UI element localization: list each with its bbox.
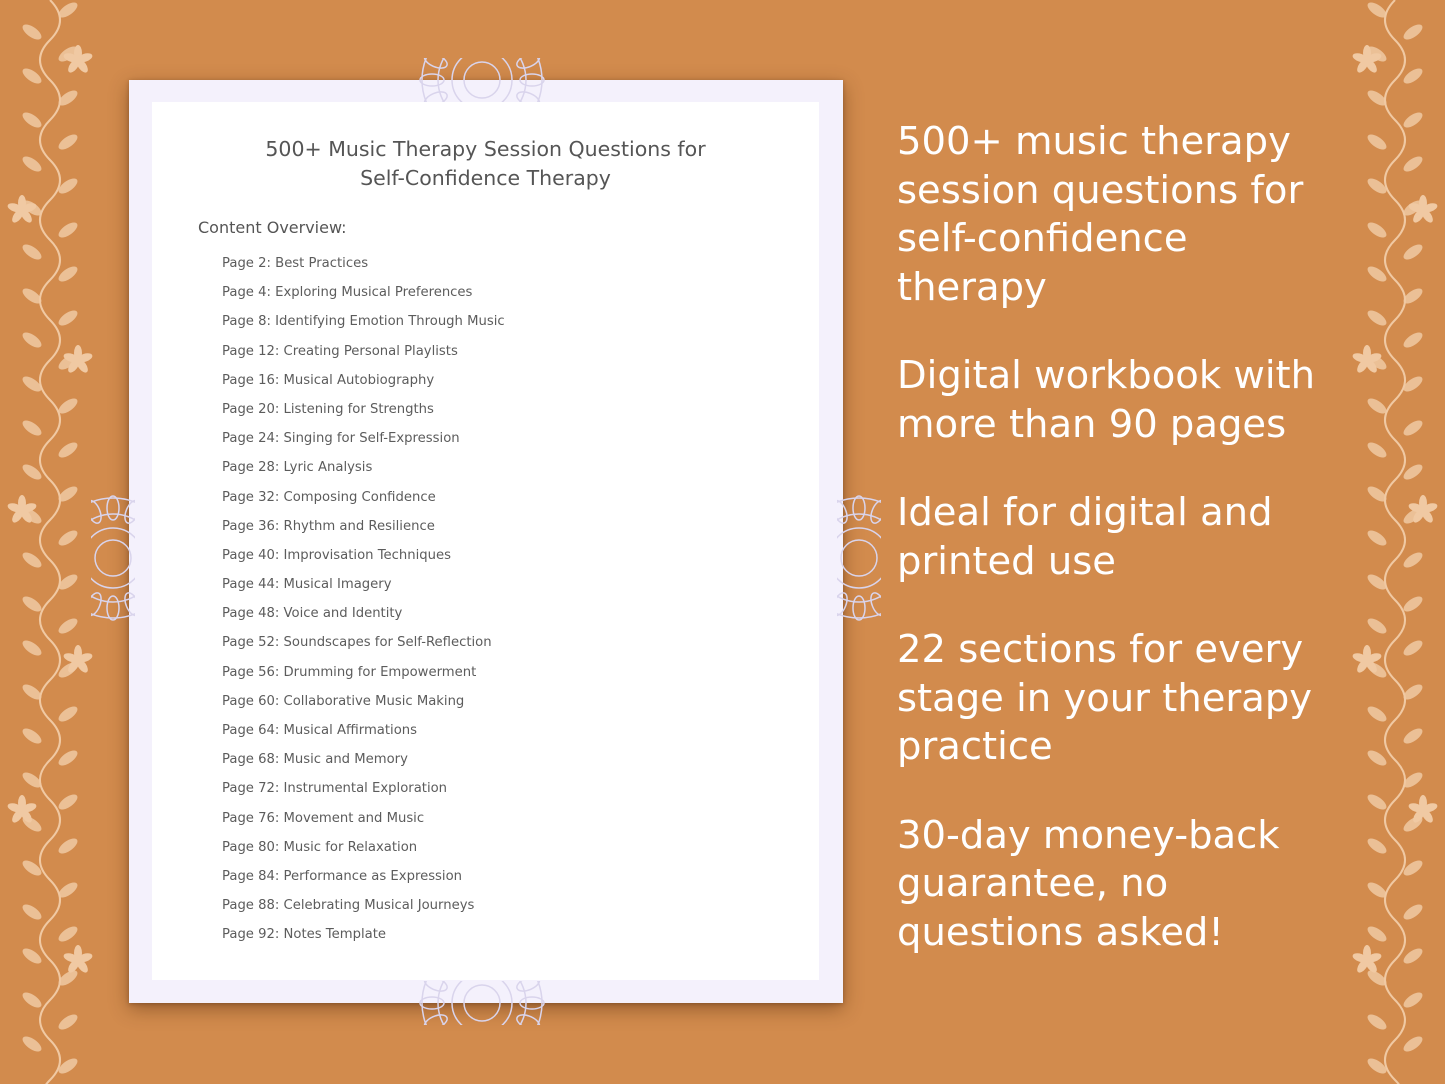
feature-line: self-confidence: [897, 216, 1188, 261]
vine-leaf: [1401, 594, 1425, 615]
toc-item: Page 12: Creating Personal Playlists: [222, 343, 458, 359]
mandala-petal: [515, 58, 542, 71]
toc-item: Page 20: Listening for Strengths: [222, 401, 434, 417]
vine-leaf: [56, 440, 80, 461]
toc-item: Page 92: Notes Template: [222, 927, 386, 943]
vine-leaf: [20, 1034, 44, 1055]
vine-leaf: [1365, 440, 1389, 461]
vine-leaf: [1401, 330, 1425, 351]
vine-leaf: [1401, 902, 1425, 923]
document-title-line2: Self-Confidence Therapy: [360, 166, 611, 190]
mandala-icon: [382, 58, 582, 102]
toc-item: Page 4: Exploring Musical Preferences: [222, 285, 473, 301]
toc-item: Page 52: Soundscapes for Self-Reflection: [222, 635, 492, 651]
mandala-ring: [438, 981, 526, 1025]
toc-item: Page 44: Musical Imagery: [222, 577, 392, 593]
toc-item: Page 24: Singing for Self-Expression: [222, 431, 460, 447]
floral-vine-left: [0, 0, 100, 1084]
toc-item: Page 28: Lyric Analysis: [222, 460, 373, 476]
vine-leaf: [1365, 1012, 1389, 1033]
mandala-ring: [452, 981, 512, 1025]
vine-leaf: [1365, 220, 1389, 241]
vine-leaf: [1401, 66, 1425, 87]
vine-leaf: [1401, 990, 1425, 1011]
mandala-petal: [868, 591, 881, 618]
toc-item: Page 76: Movement and Music: [222, 810, 425, 826]
feature-line: Ideal for digital and: [897, 490, 1273, 535]
toc-item: Page 32: Composing Confidence: [222, 489, 436, 505]
mandala-ring: [837, 514, 881, 602]
vine-leaf: [1401, 946, 1425, 967]
vine-leaf: [20, 154, 44, 175]
vine-leaf: [56, 836, 80, 857]
mandala-petal: [107, 596, 119, 620]
toc-item: Page 56: Drumming for Empowerment: [222, 664, 477, 680]
mandala-petal: [422, 981, 449, 994]
document-title: [152, 135, 819, 193]
vine-leaf: [56, 616, 80, 637]
vine-leaf: [1401, 726, 1425, 747]
mandala-petal: [422, 89, 449, 102]
vine-leaf: [56, 748, 80, 769]
toc-item: Page 88: Celebrating Musical Journeys: [222, 898, 475, 914]
mandala-ring: [91, 514, 135, 602]
vine-leaf: [20, 418, 44, 439]
toc-item: Page 36: Rhythm and Resilience: [222, 518, 435, 534]
mandala-petal: [837, 498, 850, 525]
mandala-ring: [438, 58, 526, 102]
mandala-icon: [91, 458, 135, 658]
vine-leaf: [56, 792, 80, 813]
mandala-petal: [91, 591, 104, 618]
vine-leaf: [20, 110, 44, 131]
vine-leaf: [1401, 1034, 1425, 1055]
vine-leaf: [20, 902, 44, 923]
vine-leaf: [56, 220, 80, 241]
feature-line: practice: [897, 724, 1053, 769]
mandala-petal: [853, 596, 865, 620]
feature-line: Digital workbook with: [897, 353, 1316, 398]
toc-item: Page 72: Instrumental Exploration: [222, 781, 448, 797]
mandala-ring: [91, 528, 135, 588]
feature-line: guarantee, no: [897, 861, 1169, 906]
mandala-petal: [107, 496, 119, 520]
feature-workbook: [897, 352, 1337, 449]
mandala-petal: [520, 997, 544, 1009]
mandala-ring: [464, 985, 500, 1021]
vine-leaf: [1365, 616, 1389, 637]
feature-questions: [897, 118, 1337, 312]
vine-leaf: [20, 242, 44, 263]
vine-leaf: [1401, 22, 1425, 43]
mandala-petal: [420, 997, 444, 1009]
vine-leaf: [20, 726, 44, 747]
vine-leaf: [56, 1012, 80, 1033]
vine-leaf: [20, 22, 44, 43]
vine-leaf: [1365, 792, 1389, 813]
mandala-ring: [841, 540, 877, 576]
toc-item: Page 8: Identifying Emotion Through Music: [222, 314, 505, 330]
toc-item: Page 40: Improvisation Techniques: [222, 547, 451, 563]
vine-leaf: [1401, 638, 1425, 659]
vine-stem: [40, 0, 60, 1084]
mandala-petal: [515, 981, 542, 994]
vine-leaf: [1365, 528, 1389, 549]
toc-item: Page 84: Performance as Expression: [222, 868, 463, 884]
vine-leaf: [1365, 132, 1389, 153]
mandala-petal: [868, 498, 881, 525]
toc-item: Page 80: Music for Relaxation: [222, 839, 418, 855]
document-title-line1: 500+ Music Therapy Session Questions for: [265, 137, 706, 161]
mandala-petal: [91, 498, 104, 525]
mandala-petal: [422, 1012, 449, 1025]
mandala-icon: [382, 981, 582, 1025]
vine-leaf: [56, 704, 80, 725]
mandala-icon: [837, 458, 881, 658]
vine-leaf: [1365, 704, 1389, 725]
feature-line: session questions for: [897, 167, 1304, 213]
vine-leaf: [1401, 154, 1425, 175]
feature-line: printed use: [897, 538, 1116, 584]
toc-item: Page 64: Musical Affirmations: [222, 723, 418, 738]
mandala-ring: [95, 540, 131, 576]
vine-leaf: [1365, 924, 1389, 945]
feature-line: therapy: [897, 264, 1047, 310]
document-content: [152, 102, 819, 980]
mandala-ring: [837, 528, 881, 588]
vine-leaf: [20, 594, 44, 615]
vine-leaf: [56, 308, 80, 329]
toc-item: Page 48: Voice and Identity: [222, 606, 403, 622]
vine-leaf: [56, 528, 80, 549]
feature-line: 30-day money-back: [897, 812, 1280, 858]
mandala-petal: [520, 74, 544, 86]
vine-leaf: [56, 132, 80, 153]
feature-line: stage in your therapy: [897, 675, 1313, 721]
feature-line: 22 sections for every: [897, 627, 1304, 672]
vine-leaf: [56, 924, 80, 945]
vine-leaf: [20, 66, 44, 87]
vine-leaf: [1401, 110, 1425, 131]
vine-leaf: [1401, 418, 1425, 439]
mandala-petal: [515, 1012, 542, 1025]
mandala-ring: [464, 62, 500, 98]
vine-leaf: [20, 946, 44, 967]
toc-item: Page 2: Best Practices: [222, 256, 369, 271]
feature-list: [897, 118, 1337, 997]
floral-vine-right: [1345, 0, 1445, 1084]
mandala-petal: [122, 498, 135, 525]
mandala-ring: [452, 58, 512, 102]
feature-line: 500+ music therapy: [897, 119, 1291, 164]
feature-guarantee: [897, 812, 1337, 958]
document-page: [129, 80, 843, 1003]
vine-leaf: [1365, 748, 1389, 769]
mandala-petal: [853, 496, 865, 520]
vine-leaf: [20, 638, 44, 659]
vine-leaf: [20, 550, 44, 571]
feature-sections: [897, 626, 1337, 772]
vine-leaf: [1401, 242, 1425, 263]
vine-leaf: [1401, 550, 1425, 571]
content-overview-label: Content Overview:: [198, 218, 347, 237]
mandala-petal: [422, 58, 449, 71]
vine-leaf: [1365, 836, 1389, 857]
vine-leaf: [20, 330, 44, 351]
feature-line: questions asked!: [897, 909, 1224, 955]
vine-leaf: [20, 990, 44, 1011]
mandala-petal: [420, 74, 444, 86]
toc-item: Page 60: Collaborative Music Making: [222, 693, 465, 709]
mandala-petal: [837, 591, 850, 618]
vine-leaf: [1365, 308, 1389, 329]
toc-item: Page 68: Music and Memory: [222, 752, 408, 768]
feature-usage: [897, 489, 1337, 586]
toc-item: Page 16: Musical Autobiography: [222, 372, 435, 388]
mandala-petal: [515, 89, 542, 102]
table-of-contents: [222, 254, 505, 955]
feature-line: more than 90 pages: [897, 401, 1287, 447]
vine-stem: [1385, 0, 1405, 1084]
mandala-petal: [122, 591, 135, 618]
